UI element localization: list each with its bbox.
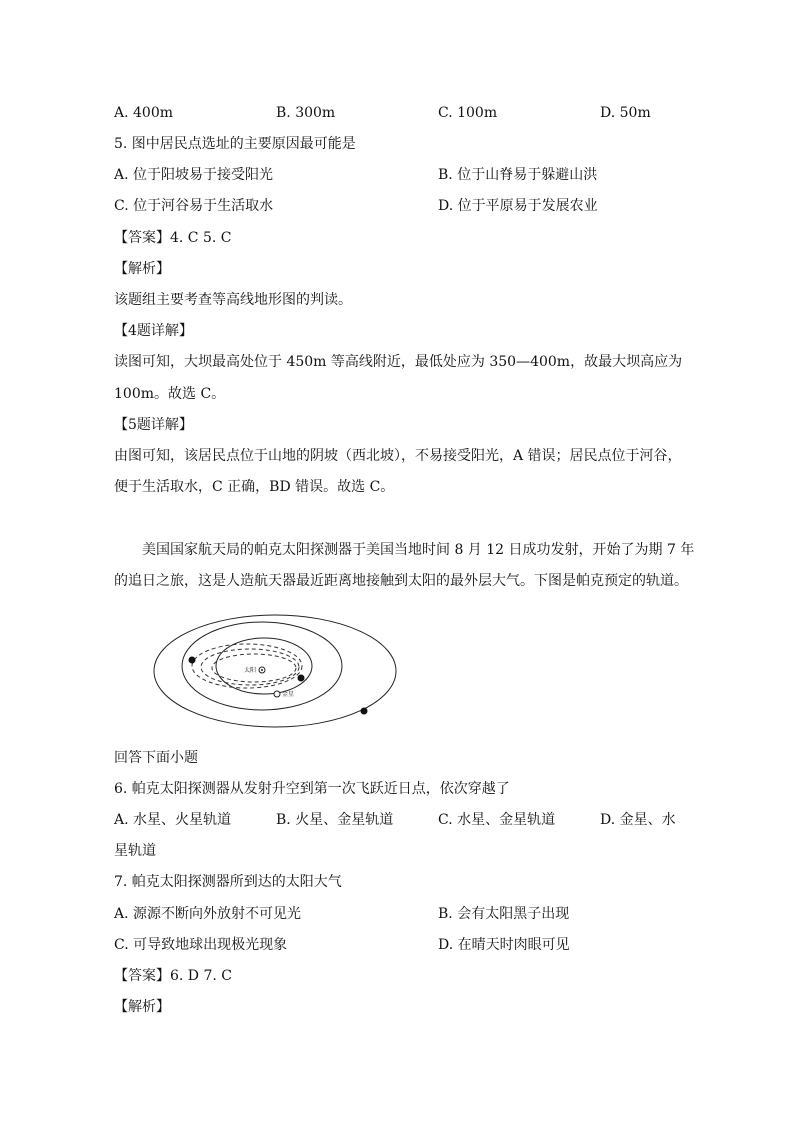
answer-line-1: 【答案】4. C 5. C [114, 230, 232, 246]
parker-orbit-figure [150, 608, 400, 738]
q7-stem: 7. 帕克太阳探测器所到达的太阳大气 [114, 874, 342, 890]
sub-prompt: 回答下面小题 [114, 750, 198, 766]
venus-marker [274, 691, 280, 697]
sun-center-dot [261, 669, 263, 671]
planet-outer [361, 708, 368, 715]
q7-option-a: A. 源源不断向外放射不可见光 [114, 906, 302, 922]
q7-option-d: D. 在晴天时肉眼可见 [438, 937, 570, 953]
q5-option-b: B. 位于山脊易于躲避山洪 [438, 167, 598, 183]
q5-stem: 5. 图中居民点选址的主要原因最可能是 [114, 136, 356, 152]
q6-option-d: D. 金星、水 [600, 812, 676, 828]
q5-option-d: D. 位于平原易于发展农业 [438, 198, 598, 214]
detail5-line-2: 便于生活取水，C 正确，BD 错误。故选 C。 [114, 479, 395, 495]
passage-line-2: 的追日之旅，这是人造航天器最近距离地接触到太阳的最外层大气。下图是帕克预定的轨道。 [114, 573, 688, 589]
q5-option-a: A. 位于阳坡易于接受阳光 [114, 167, 274, 183]
planet-left [189, 657, 196, 664]
q6-option-c: C. 水星、金星轨道 [438, 812, 556, 828]
q6-option-a: A. 水星、火星轨道 [114, 812, 232, 828]
q4-option-b: B. 300m [276, 105, 336, 121]
detail4-line-2: 100m。故选 C。 [114, 386, 226, 402]
detail4-label: 【4题详解】 [114, 323, 193, 339]
answer-line-2: 【答案】6. D 7. C [114, 968, 233, 984]
analysis-label-2: 【解析】 [114, 999, 170, 1015]
q6-stem: 6. 帕克太阳探测器从发射升空到第一次飞跃近日点，依次穿越了 [114, 781, 510, 797]
sun-label: 太阳 [244, 667, 257, 674]
detail5-line-1: 由图可知，该居民点位于山地的阴坡（西北坡），不易接受阳光，A 错误；居民点位于河谷， [114, 448, 682, 464]
detail5-label: 【5题详解】 [114, 417, 193, 433]
q7-option-b: B. 会有太阳黑子出现 [438, 906, 570, 922]
outer-orbit [154, 615, 396, 727]
q4-option-a: A. 400m [114, 105, 174, 121]
q7-option-c: C. 可导致地球出现极光现象 [114, 937, 288, 953]
analysis-label-1: 【解析】 [114, 261, 170, 277]
q4-option-c: C. 100m [438, 105, 498, 121]
q6-option-b: B. 火星、金星轨道 [276, 812, 394, 828]
q5-option-c: C. 位于河谷易于生活取水 [114, 198, 274, 214]
analysis-text-1: 该题组主要考查等高线地形图的判读。 [114, 292, 352, 308]
venus-label: 金星 [282, 691, 295, 698]
planet-inner-right [298, 675, 305, 682]
q4-option-d: D. 50m [600, 105, 651, 121]
passage-line-1: 美国国家航天局的帕克太阳探测器于美国当地时间 8 月 12 日成功发射，开始了为期 7 年 [142, 542, 695, 558]
q6-option-d-continued: 星轨道 [114, 843, 156, 859]
inner-orbit [216, 638, 312, 694]
detail4-line-1: 读图可知，大坝最高处位于 450m 等高线附近，最低处应为 350—400m，故最大坝高应为 [114, 354, 683, 370]
middle-orbit [182, 622, 342, 710]
probe-orbit-1 [192, 644, 302, 688]
